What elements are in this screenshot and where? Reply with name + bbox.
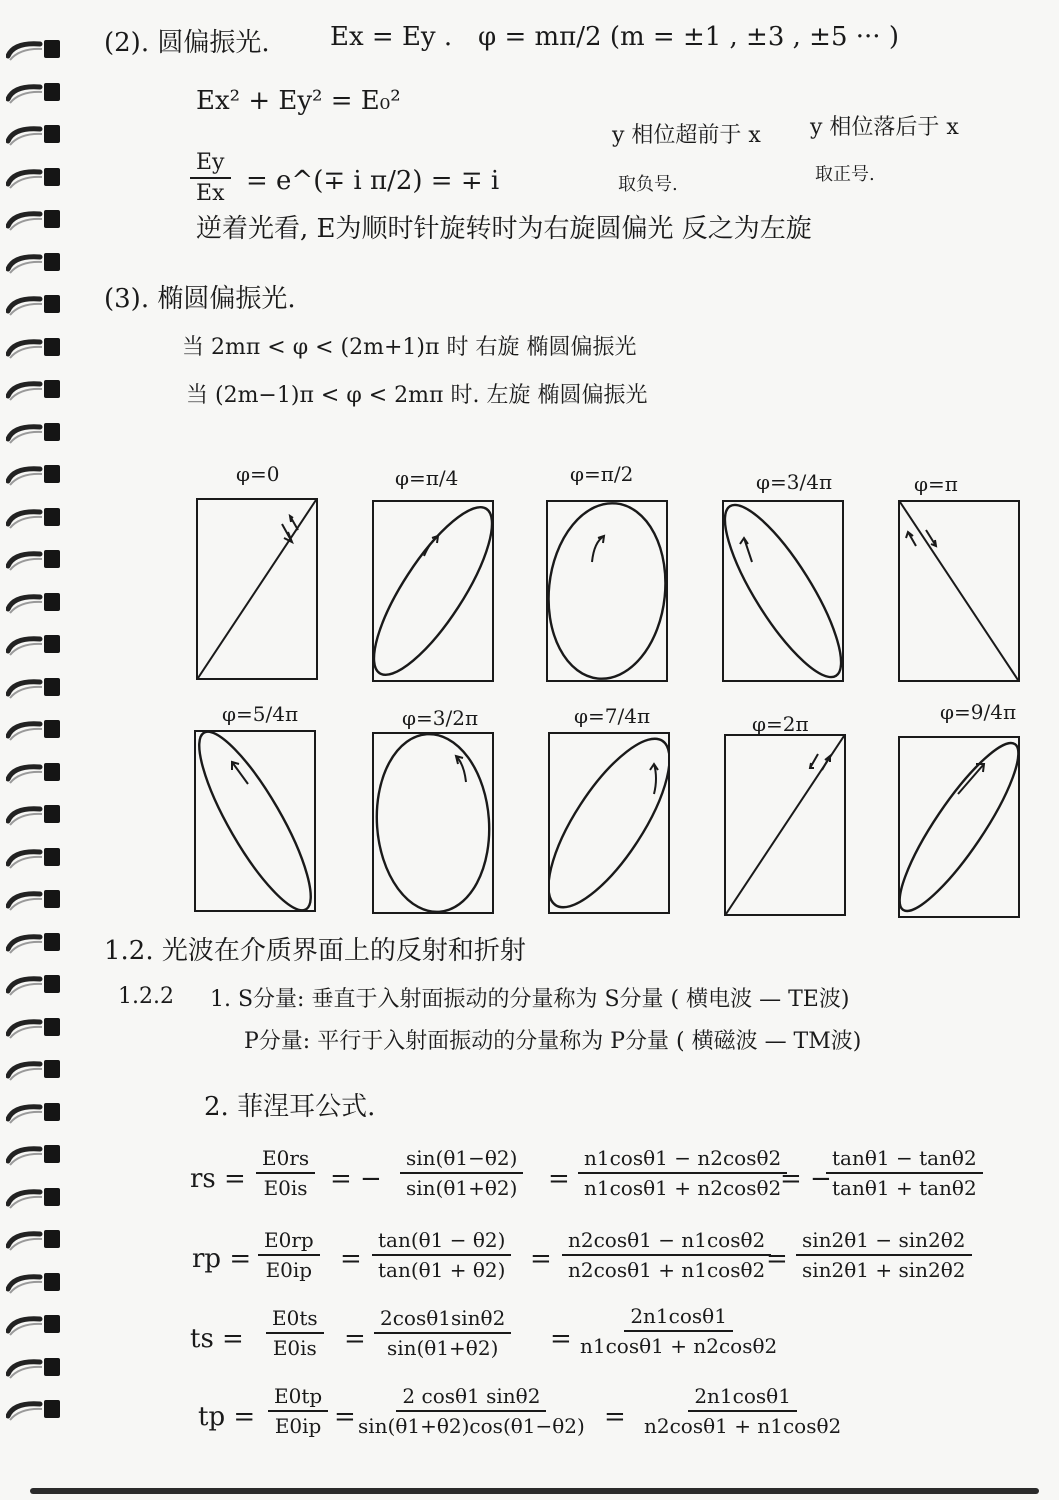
spiral-ring	[6, 1141, 64, 1167]
phase-label-pi-4: φ=π/4	[395, 466, 459, 490]
fresnel-formula-title: 2. 菲涅耳公式.	[204, 1092, 376, 1122]
spiral-ring	[6, 929, 64, 955]
spiral-ring	[6, 631, 64, 657]
spiral-ring	[6, 1354, 64, 1380]
polarization-diagram-phi-0	[196, 498, 318, 680]
rp-sine-form	[796, 1228, 972, 1282]
spiral-ring	[6, 376, 64, 402]
rs-f4-den: tanθ1 + tanθ2	[832, 1176, 977, 1200]
circular-condition-amplitude: Ex = Ey .	[330, 22, 453, 52]
spiral-ring	[6, 79, 64, 105]
rp-f2-den: tan(θ1 + θ2)	[378, 1258, 506, 1282]
spiral-ring	[6, 206, 64, 232]
circular-handedness-rule: 逆着光看, E为顺时针旋转时为右旋圆偏光 反之为左旋	[196, 214, 812, 244]
ts-f2-num: 2cosθ1sinθ2	[374, 1306, 511, 1334]
phase-label-5pi-4: φ=5/4π	[222, 702, 299, 726]
rp-eq2: =	[530, 1244, 552, 1274]
polarization-diagram-phi-2pi	[724, 734, 846, 916]
tp-f1-den: E0ip	[274, 1414, 322, 1438]
spiral-ring	[6, 1226, 64, 1252]
rp-f4-num: sin2θ1 − sin2θ2	[796, 1228, 972, 1256]
tp-index-form	[644, 1384, 841, 1438]
spiral-ring	[6, 419, 64, 445]
circular-ratio	[190, 150, 231, 206]
spiral-ring	[6, 971, 64, 997]
rp-f4-den: sin2θ1 + sin2θ2	[802, 1258, 966, 1282]
phase-label-pi-2: φ=π/2	[570, 462, 634, 486]
rs-eq3: = −	[780, 1164, 832, 1194]
rs-f3-den: n1cosθ1 + n2cosθ2	[584, 1176, 782, 1200]
rp-tangent-form	[372, 1228, 511, 1282]
tp-f3-num: 2n1cosθ1	[688, 1384, 797, 1412]
spiral-ring	[6, 1184, 64, 1210]
phase-label-2pi: φ=2π	[752, 712, 809, 736]
spiral-ring	[6, 674, 64, 700]
rp-f2-num: tan(θ1 − θ2)	[372, 1228, 511, 1256]
rs-f2-num: sin(θ1−θ2)	[400, 1146, 523, 1174]
tp-lhs: tp =	[198, 1402, 256, 1432]
rs-amplitude-ratio	[256, 1146, 315, 1200]
phase-label-9pi-4: φ=9/4π	[940, 700, 1017, 724]
tp-f2-num: 2 cosθ1 sinθ2	[396, 1384, 546, 1412]
fresnel-heading: 1.2. 光波在介质界面上的反射和折射	[104, 936, 526, 966]
tp-f1-num: E0tp	[268, 1384, 328, 1412]
rs-eq1: = −	[330, 1164, 382, 1194]
ts-f1-den: E0is	[272, 1336, 317, 1360]
circular-eq-sum: Ex² + Ey² = E₀²	[196, 86, 401, 116]
spiral-ring	[6, 589, 64, 615]
tp-sine-form	[358, 1384, 585, 1438]
elliptic-right-condition: 当 2mπ < φ < (2m+1)π 时 右旋 椭圆偏振光	[182, 335, 637, 360]
rs-f2-den: sin(θ1+θ2)	[406, 1176, 518, 1200]
tp-eq1: =	[334, 1402, 356, 1432]
spiral-ring	[6, 801, 64, 827]
spiral-binding	[0, 0, 70, 1500]
polarization-diagram-phi-5pi-4	[194, 730, 316, 912]
spiral-ring	[6, 1014, 64, 1040]
note-y-lags-sign: 取正号.	[815, 164, 875, 185]
spiral-ring	[6, 461, 64, 487]
phase-label-0: φ=0	[236, 462, 280, 486]
rs-tangent-form	[826, 1146, 983, 1200]
phase-label-pi: φ=π	[914, 472, 958, 496]
rs-index-form	[578, 1146, 787, 1200]
note-y-leads-sign: 取负号.	[618, 174, 678, 195]
polarization-diagram-phi-3pi-4	[722, 500, 844, 682]
rp-f1-den: E0ip	[265, 1258, 313, 1282]
rp-index-form	[562, 1228, 771, 1282]
circular-heading: (2). 圆偏振光.	[104, 28, 270, 58]
spiral-ring	[6, 504, 64, 530]
spiral-ring	[6, 844, 64, 870]
phase-label-3pi-2: φ=3/2π	[402, 706, 479, 730]
phase-label-7pi-4: φ=7/4π	[574, 704, 651, 728]
ts-eq2: =	[550, 1324, 572, 1354]
circular-ratio-rhs: = e^(∓ i π/2) = ∓ i	[246, 166, 500, 196]
ts-amplitude-ratio	[266, 1306, 324, 1360]
ts-lhs: ts =	[190, 1324, 244, 1354]
spiral-ring	[6, 1056, 64, 1082]
note-y-leads: y 相位超前于 x	[612, 123, 761, 148]
phase-label-3pi-4: φ=3/4π	[756, 470, 833, 494]
elliptic-heading: (3). 椭圆偏振光.	[104, 284, 296, 314]
rs-f3-num: n1cosθ1 − n2cosθ2	[578, 1146, 787, 1174]
polarization-diagram-phi-pi-2	[546, 500, 668, 682]
tp-f2-den: sin(θ1+θ2)cos(θ1−θ2)	[358, 1414, 585, 1438]
polarization-diagram-phi-9pi-4	[898, 736, 1020, 918]
spiral-ring	[6, 759, 64, 785]
rp-f3-den: n2cosθ1 + n1cosθ2	[568, 1258, 766, 1282]
spiral-ring	[6, 249, 64, 275]
ts-f1-num: E0ts	[266, 1306, 324, 1334]
s-component-definition: 1. S分量: 垂直于入射面振动的分量称为 S分量 ( 横电波 — TE波)	[210, 987, 850, 1012]
rs-f1-num: E0rs	[256, 1146, 315, 1174]
spiral-ring	[6, 121, 64, 147]
ratio-denominator: Ex	[196, 181, 225, 206]
rs-sine-form	[400, 1146, 523, 1200]
polarization-diagram-phi-7pi-4	[548, 732, 670, 914]
tp-amplitude-ratio	[268, 1384, 328, 1438]
ratio-numerator: Ey	[190, 150, 231, 179]
polarization-diagram-phi-3pi-2	[372, 732, 494, 914]
ts-f2-den: sin(θ1+θ2)	[386, 1336, 499, 1360]
spiral-ring	[6, 1269, 64, 1295]
rp-lhs: rp =	[192, 1244, 252, 1274]
ts-eq1: =	[344, 1324, 366, 1354]
rs-f4-num: tanθ1 − tanθ2	[826, 1146, 983, 1174]
note-y-lags: y 相位落后于 x	[810, 115, 959, 140]
tp-eq2: =	[604, 1402, 626, 1432]
rp-f1-num: E0rp	[258, 1228, 320, 1256]
tp-f3-den: n2cosθ1 + n1cosθ2	[644, 1414, 842, 1438]
fresnel-sub-id: 1.2.2	[118, 984, 174, 1009]
page-bottom-edge	[30, 1488, 1039, 1494]
ts-f3-den: n1cosθ1 + n2cosθ2	[580, 1334, 778, 1358]
ts-sine-form	[374, 1306, 511, 1360]
spiral-ring	[6, 546, 64, 572]
rp-eq1: =	[340, 1244, 362, 1274]
circular-condition-phase: φ = mπ/2 (m = ±1 , ±3 , ±5 ··· )	[478, 22, 899, 52]
spiral-ring	[6, 36, 64, 62]
elliptic-left-condition: 当 (2m−1)π < φ < 2mπ 时. 左旋 椭圆偏振光	[186, 383, 648, 408]
spiral-ring	[6, 1311, 64, 1337]
p-component-definition: P分量: 平行于入射面振动的分量称为 P分量 ( 横磁波 — TM波)	[244, 1029, 862, 1054]
rs-lhs: rs =	[190, 1164, 246, 1194]
ts-index-form	[580, 1304, 777, 1358]
polarization-diagram-phi-pi	[898, 500, 1020, 682]
spiral-ring	[6, 886, 64, 912]
rs-eq2: =	[548, 1164, 570, 1194]
rp-amplitude-ratio	[258, 1228, 320, 1282]
spiral-ring	[6, 291, 64, 317]
spiral-ring	[6, 716, 64, 742]
spiral-ring	[6, 1099, 64, 1125]
spiral-ring	[6, 334, 64, 360]
polarization-diagram-phi-pi-4	[372, 500, 494, 682]
rp-f3-num: n2cosθ1 − n1cosθ2	[562, 1228, 771, 1256]
spiral-ring	[6, 1396, 64, 1422]
spiral-ring	[6, 164, 64, 190]
ts-f3-num: 2n1cosθ1	[624, 1304, 733, 1332]
rp-eq3: =	[766, 1244, 788, 1274]
rs-f1-den: E0is	[263, 1176, 308, 1200]
